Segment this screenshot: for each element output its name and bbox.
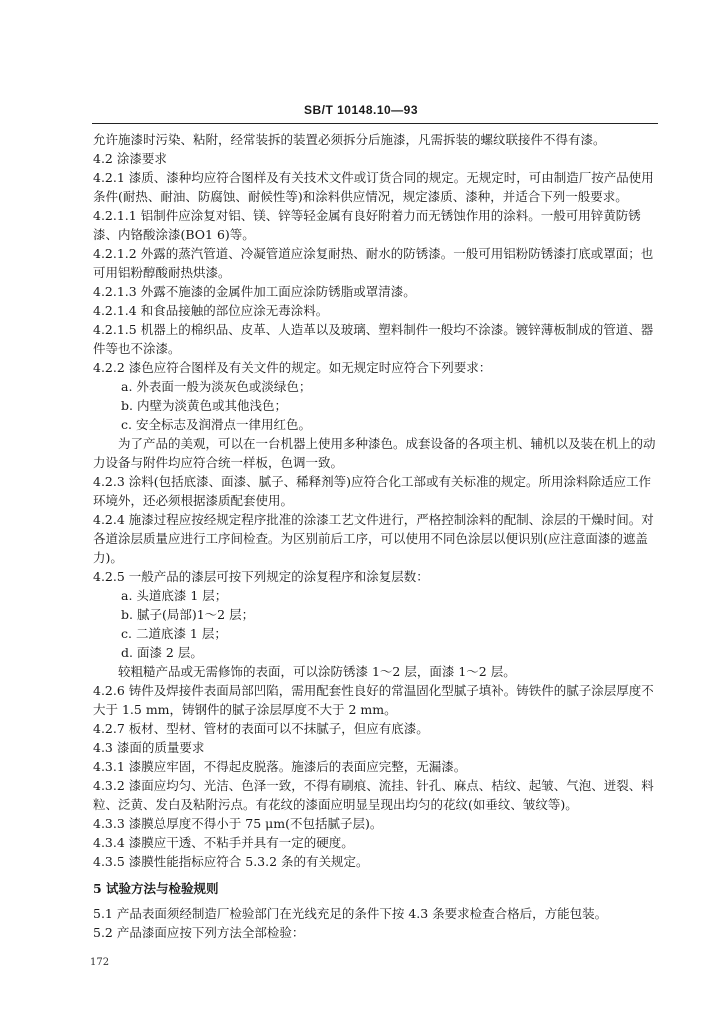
header-rule: [92, 123, 658, 124]
paragraph: 4.2.4 施漆过程应按经规定程序批准的涂漆工艺文件进行，严格控制涂料的配制、涂层的干燥时间。对各道涂层质量应进行工序间检查。为区别前后工序，可以使用不同色涂层以便识别(应注意面漆的遮盖力)。: [93, 512, 654, 565]
paragraph: 5.2 产品漆面应按下列方法全部检验：: [93, 925, 305, 940]
paragraph: 5.1 产品表面须经制造厂检验部门在光线充足的条件下按 4.3 条要求检查合格后，方能包装。: [93, 906, 608, 921]
list-item: a. 头道底漆 1 层；: [121, 588, 228, 603]
paragraph: 允许施漆时污染、粘附，经常装拆的装置必须拆分后施漆，凡需拆装的螺纹联接件不得有漆。: [93, 132, 606, 147]
list-item: c. 安全标志及润滑点一律用红色。: [121, 417, 311, 432]
list-item: a. 外表面一般为淡灰色或淡绿色；: [121, 379, 312, 394]
paragraph: 4.3.1 漆膜应牢固，不得起皮脱落。施漆后的表面应完整，无漏漆。: [93, 759, 467, 774]
paragraph: 4.2.7 板材、型材、管材的表面可以不抹腻子，但应有底漆。: [93, 721, 429, 736]
document-body: [93, 130, 659, 942]
paragraph: 4.3 漆面的质量要求: [93, 740, 205, 755]
paragraph: 4.3.2 漆面应均匀、光洁、色泽一致，不得有刷痕、流挂、针孔、麻点、桔纹、起皱、气泡、迸裂、料粒、泛黄、发白及粘附污点。有花纹的漆面应明显呈现出均匀的花纹(如垂纹、皱纹等)。: [93, 778, 654, 812]
paragraph: 较粗糙产品或无需修饰的表面，可以涂防锈漆 1～2 层，面漆 1～2 层。: [118, 664, 516, 679]
paragraph: 4.2.1 漆质、漆种均应符合图样及有关技术文件或订货合同的规定。无规定时，可由制造厂按产品使用条件(耐热、耐油、防腐蚀、耐候性等)和涂料供应情况，规定漆质、漆种，并适合下列一般要求。: [93, 170, 654, 204]
paragraph: 4.2.1.2 外露的蒸汽管道、冷凝管道应涂复耐热、耐水的防锈漆。一般可用铝粉防锈漆打底或罩面；也可用铝粉醇酸耐热烘漆。: [93, 246, 654, 280]
paragraph: 4.2.3 涂料(包括底漆、面漆、腻子、稀释剂等)应符合化工部或有关标准的规定。所用涂料除适应工作环境外，还必须根据漆质配套使用。: [93, 474, 652, 508]
paragraph: 4.2.6 铸件及焊接件表面局部凹陷，需用配套性良好的常温固化型腻子填补。铸铁件的腻子涂层厚度不大于 1.5 mm，铸钢件的腻子涂层厚度不大于 2 mm。: [93, 683, 654, 717]
page-number: 172: [90, 957, 110, 968]
paragraph: 4.2.1.3 外露不施漆的金属件加工面应涂防锈脂或罩清漆。: [93, 284, 416, 299]
list-item: b. 腻子(局部)1～2 层；: [121, 607, 255, 622]
paragraph: 4.3.4 漆膜应干透、不粘手并具有一定的硬度。: [93, 835, 354, 850]
list-item: c. 二道底漆 1 层；: [121, 626, 227, 641]
paragraph: 4.2.1.1 铝制件应涂复对铝、镁、锌等轻金属有良好附着力而无锈蚀作用的涂料。一般可用锌黄防锈漆、内铬酸涂漆(BO1 6)等。: [93, 208, 641, 242]
standard-header: SB/T 10148.10—93: [303, 103, 419, 117]
paragraph: 4.2.2 漆色应符合图样及有关文件的规定。如无规定时应符合下列要求：: [93, 360, 492, 375]
paragraph: 4.2 涂漆要求: [93, 151, 167, 166]
section-heading: 5 试验方法与检验规则: [93, 881, 219, 896]
paragraph: 4.3.5 漆膜性能指标应符合 5.3.2 条的有关规定。: [93, 854, 369, 869]
paragraph: 4.2.5 一般产品的漆层可按下列规定的涂复程序和涂复层数：: [93, 569, 429, 584]
list-item: d. 面漆 2 层。: [121, 645, 203, 660]
list-item: b. 内壁为淡黄色或其他浅色；: [121, 398, 287, 413]
paragraph: 为了产品的美观，可以在一台机器上使用多种漆色。成套设备的各项主机、辅机以及装在机上的动力设备与附件均应符合统一样板，色调一致。: [93, 436, 656, 470]
paragraph: 4.3.3 漆膜总厚度不得小于 75 μm(不包括腻子层)。: [93, 816, 383, 831]
paragraph: 4.2.1.4 和食品接触的部位应涂无毒涂料。: [93, 303, 329, 318]
paragraph: 4.2.1.5 机器上的棉织品、皮革、人造革以及玻璃、塑料制件一般均不涂漆。镀锌薄板制成的管道、器件等也不涂漆。: [93, 322, 654, 356]
